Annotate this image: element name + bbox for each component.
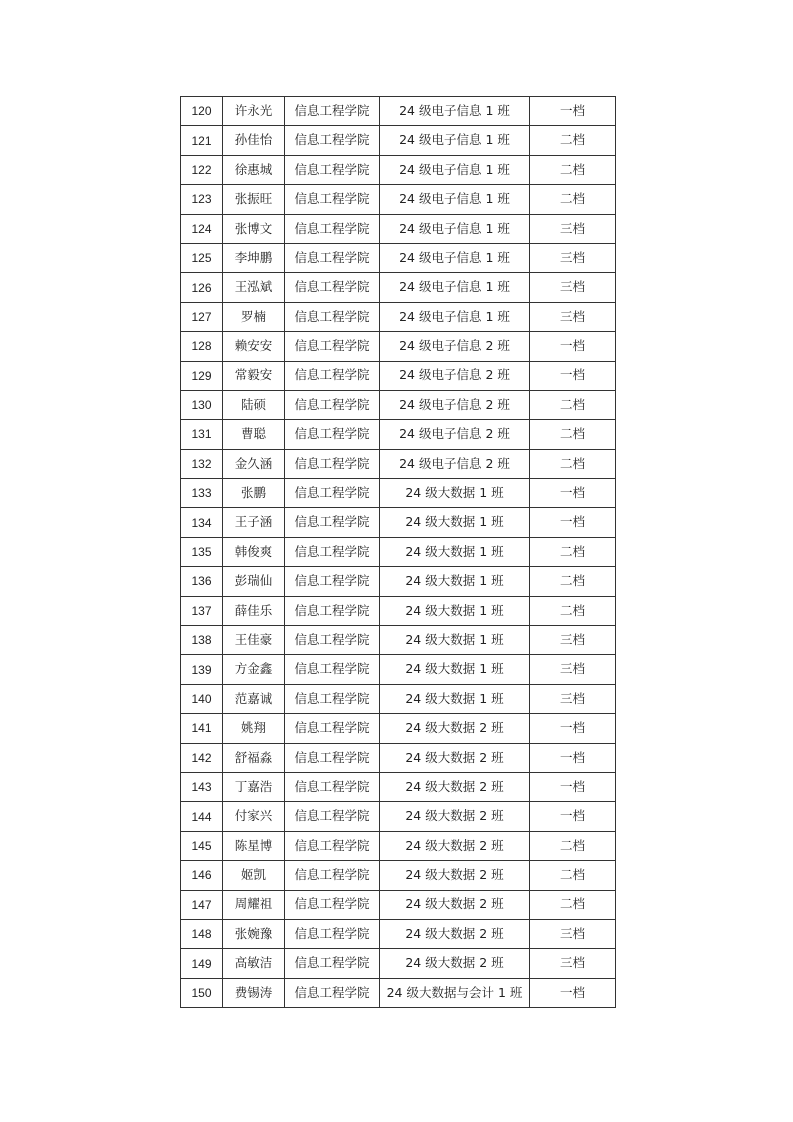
table-row [181,919,616,948]
college-name: 信息工程学院 [285,479,380,508]
student-name: 陆硕 [223,390,285,419]
college-name: 信息工程学院 [285,243,380,272]
college-name: 信息工程学院 [285,185,380,214]
class-name: 24 级大数据与会计 1 班 [380,978,530,1007]
table-row [181,890,616,919]
class-name: 24 级大数据 1 班 [380,508,530,537]
award-level: 一档 [530,802,616,831]
class-name: 24 级大数据 2 班 [380,743,530,772]
row-number: 126 [181,273,223,302]
class-name: 24 级大数据 2 班 [380,949,530,978]
student-name: 李坤鹏 [223,243,285,272]
student-name: 方金鑫 [223,655,285,684]
class-name: 24 级大数据 2 班 [380,714,530,743]
table-row [181,978,616,1007]
college-name: 信息工程学院 [285,420,380,449]
table-row [181,949,616,978]
award-level: 三档 [530,214,616,243]
college-name: 信息工程学院 [285,890,380,919]
student-name: 张婉豫 [223,919,285,948]
row-number: 135 [181,537,223,566]
table-row [181,626,616,655]
row-number: 124 [181,214,223,243]
class-name: 24 级大数据 1 班 [380,537,530,566]
row-number: 148 [181,919,223,948]
college-name: 信息工程学院 [285,655,380,684]
table-row [181,508,616,537]
class-name: 24 级电子信息 1 班 [380,302,530,331]
row-number: 120 [181,97,223,126]
college-name: 信息工程学院 [285,273,380,302]
college-name: 信息工程学院 [285,802,380,831]
college-name: 信息工程学院 [285,214,380,243]
student-name: 陈星博 [223,831,285,860]
student-name: 金久涵 [223,449,285,478]
row-number: 140 [181,684,223,713]
class-name: 24 级电子信息 1 班 [380,97,530,126]
class-name: 24 级大数据 2 班 [380,919,530,948]
row-number: 136 [181,567,223,596]
table-row [181,772,616,801]
student-name: 高敏洁 [223,949,285,978]
row-number: 127 [181,302,223,331]
student-name: 费锡涛 [223,978,285,1007]
table-row [181,479,616,508]
student-name: 周耀祖 [223,890,285,919]
student-name: 王泓斌 [223,273,285,302]
college-name: 信息工程学院 [285,361,380,390]
row-number: 147 [181,890,223,919]
row-number: 139 [181,655,223,684]
award-level: 一档 [530,978,616,1007]
award-level: 一档 [530,772,616,801]
student-name: 舒福淼 [223,743,285,772]
student-name: 姚翔 [223,714,285,743]
table-row [181,596,616,625]
college-name: 信息工程学院 [285,714,380,743]
table-row [181,185,616,214]
row-number: 137 [181,596,223,625]
college-name: 信息工程学院 [285,626,380,655]
award-level: 一档 [530,479,616,508]
college-name: 信息工程学院 [285,743,380,772]
class-name: 24 级电子信息 1 班 [380,126,530,155]
student-name: 丁嘉浩 [223,772,285,801]
table-row [181,714,616,743]
class-name: 24 级电子信息 2 班 [380,449,530,478]
college-name: 信息工程学院 [285,949,380,978]
table-row [181,831,616,860]
award-level: 一档 [530,97,616,126]
table-row [181,155,616,184]
college-name: 信息工程学院 [285,567,380,596]
award-level: 一档 [530,714,616,743]
student-name: 张振旺 [223,185,285,214]
student-name: 范嘉诚 [223,684,285,713]
row-number: 131 [181,420,223,449]
class-name: 24 级大数据 2 班 [380,861,530,890]
college-name: 信息工程学院 [285,155,380,184]
college-name: 信息工程学院 [285,390,380,419]
student-name: 王佳豪 [223,626,285,655]
row-number: 128 [181,332,223,361]
award-level: 三档 [530,655,616,684]
college-name: 信息工程学院 [285,861,380,890]
award-level: 二档 [530,537,616,566]
student-name: 彭瑞仙 [223,567,285,596]
class-name: 24 级大数据 1 班 [380,684,530,713]
class-name: 24 级大数据 2 班 [380,831,530,860]
college-name: 信息工程学院 [285,126,380,155]
award-level: 二档 [530,185,616,214]
table-row [181,390,616,419]
award-level: 二档 [530,567,616,596]
award-level: 一档 [530,508,616,537]
row-number: 143 [181,772,223,801]
award-level: 二档 [530,449,616,478]
row-number: 129 [181,361,223,390]
college-name: 信息工程学院 [285,831,380,860]
class-name: 24 级电子信息 2 班 [380,361,530,390]
class-name: 24 级电子信息 1 班 [380,243,530,272]
award-level: 二档 [530,126,616,155]
award-level: 一档 [530,361,616,390]
student-roster-table [180,96,616,1008]
award-level: 一档 [530,332,616,361]
row-number: 142 [181,743,223,772]
row-number: 141 [181,714,223,743]
row-number: 133 [181,479,223,508]
award-level: 三档 [530,626,616,655]
row-number: 145 [181,831,223,860]
class-name: 24 级电子信息 2 班 [380,390,530,419]
student-name: 王子涵 [223,508,285,537]
college-name: 信息工程学院 [285,772,380,801]
award-level: 二档 [530,596,616,625]
table-row [181,332,616,361]
table-row [181,743,616,772]
row-number: 146 [181,861,223,890]
roster-table-body [181,97,616,1008]
student-name: 张鹏 [223,479,285,508]
college-name: 信息工程学院 [285,449,380,478]
award-level: 一档 [530,743,616,772]
college-name: 信息工程学院 [285,919,380,948]
row-number: 134 [181,508,223,537]
class-name: 24 级电子信息 2 班 [380,420,530,449]
award-level: 二档 [530,861,616,890]
student-name: 韩俊爽 [223,537,285,566]
student-name: 罗楠 [223,302,285,331]
row-number: 138 [181,626,223,655]
class-name: 24 级电子信息 1 班 [380,155,530,184]
table-row [181,684,616,713]
row-number: 123 [181,185,223,214]
award-level: 二档 [530,890,616,919]
table-row [181,273,616,302]
table-row [181,861,616,890]
table-row [181,302,616,331]
award-level: 三档 [530,949,616,978]
student-name: 徐惠城 [223,155,285,184]
table-row [181,97,616,126]
row-number: 149 [181,949,223,978]
award-level: 三档 [530,919,616,948]
table-row [181,361,616,390]
college-name: 信息工程学院 [285,97,380,126]
student-name: 许永光 [223,97,285,126]
row-number: 130 [181,390,223,419]
award-level: 二档 [530,390,616,419]
class-name: 24 级大数据 2 班 [380,772,530,801]
class-name: 24 级大数据 2 班 [380,802,530,831]
class-name: 24 级大数据 1 班 [380,567,530,596]
student-name: 薛佳乐 [223,596,285,625]
college-name: 信息工程学院 [285,508,380,537]
row-number: 125 [181,243,223,272]
student-name: 张博文 [223,214,285,243]
table-row [181,420,616,449]
class-name: 24 级大数据 2 班 [380,890,530,919]
class-name: 24 级大数据 1 班 [380,655,530,684]
class-name: 24 级大数据 1 班 [380,479,530,508]
college-name: 信息工程学院 [285,596,380,625]
table-row [181,449,616,478]
class-name: 24 级大数据 1 班 [380,626,530,655]
row-number: 122 [181,155,223,184]
table-row [181,126,616,155]
college-name: 信息工程学院 [285,332,380,361]
class-name: 24 级电子信息 1 班 [380,273,530,302]
row-number: 132 [181,449,223,478]
row-number: 121 [181,126,223,155]
college-name: 信息工程学院 [285,537,380,566]
award-level: 二档 [530,831,616,860]
award-level: 三档 [530,684,616,713]
award-level: 二档 [530,420,616,449]
row-number: 144 [181,802,223,831]
award-level: 三档 [530,302,616,331]
class-name: 24 级大数据 1 班 [380,596,530,625]
college-name: 信息工程学院 [285,978,380,1007]
college-name: 信息工程学院 [285,302,380,331]
table-row [181,214,616,243]
class-name: 24 级电子信息 2 班 [380,332,530,361]
table-row [181,243,616,272]
class-name: 24 级电子信息 1 班 [380,214,530,243]
award-level: 三档 [530,243,616,272]
college-name: 信息工程学院 [285,684,380,713]
award-level: 二档 [530,155,616,184]
table-row [181,655,616,684]
student-name: 姬凯 [223,861,285,890]
table-row [181,802,616,831]
table-row [181,567,616,596]
table-row [181,537,616,566]
row-number: 150 [181,978,223,1007]
student-name: 孙佳怡 [223,126,285,155]
student-name: 赖安安 [223,332,285,361]
student-name: 曹聪 [223,420,285,449]
student-name: 常毅安 [223,361,285,390]
class-name: 24 级电子信息 1 班 [380,185,530,214]
student-name: 付家兴 [223,802,285,831]
award-level: 三档 [530,273,616,302]
